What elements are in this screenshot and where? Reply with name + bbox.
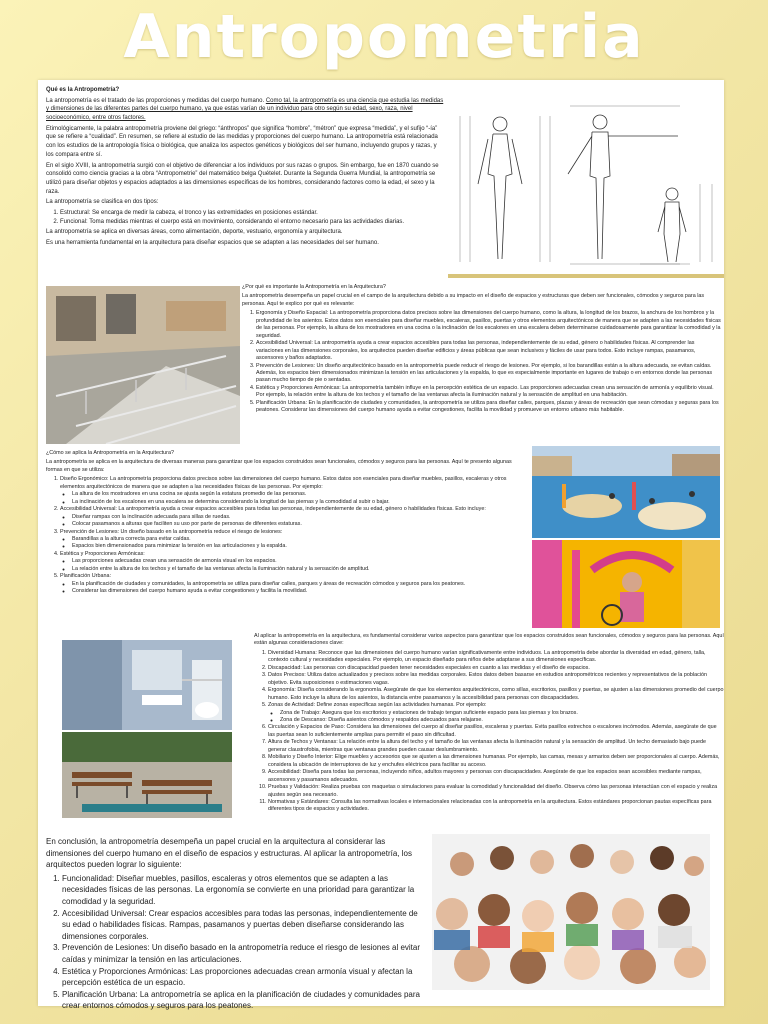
list-item: 1. Ergonomía y Diseño Espacial: La antropometría proporciona datos precisos sobre las dimensiones del cuerpo humano, como la altura, la longitud de los brazos, la anchura de los hombros y la profundidad de los asientos. Estos datos son esenciales para diseñar muebles, escaleras, pasillos, puertas y otros elementos arquitectónicos de manera que se adapten a las necesidades físicas de las personas. Por ejemplo, la altura de los mostradores en una cocina o la inclinación de los escalones en una escalera deben determinarse cuidadosamente para garantizar la comodidad y la seguridad. [256,310,722,340]
list-item [60,573,528,595]
list-item: 4. Estética y Proporciones Armónicas: Las proporciones adecuadas crean armonía visual y afectan la percepción estética de un espacio. [62,966,424,989]
section-conclusion [46,836,424,1014]
paragraph: Al aplicar la antropometría en la arquitectura, es fundamental considerar varios aspectos para garantizar que los espacios construidos sean funcionales, cómodos y seguros para las personas. Aquí están algunas consideraciones clave: [254,633,724,647]
ramp-photo [46,286,240,444]
list-item [60,529,528,551]
application-list [46,476,528,595]
paragraph: La antropometría desempeña un papel crucial en el campo de la arquitectura debido a su impacto en el diseño de espacios y estructuras que deben ser funcionales, cómodos y seguros para las personas. Aquí te explico por qué es relevante: [242,293,705,307]
paragraph: Etimológicamente, la palabra antropometría proviene del griego: “ánthropos” que significa “hombre”, “métron” que expresa “medida”, y el sufijo “-ía” que se refiere a “cualidad”. En resumen, se refiere al estudio de las medidas y proporciones del cuerpo humano. La antropometría está relacionada con los estudios de la antropología física o biológica, que analiza los aspectos genéticos y biológicos del ser humano, incluyendo grupos y razas, y los compara entre sí. [46,125,438,158]
conclusion-list [46,873,424,1012]
list-item [268,702,724,724]
list-item-text: Diseño Ergonómico: La antropometría proporciona datos precisos sobre las dimensiones del cuerpo humano. Estos datos son esenciales para diseñar muebles, pasillos, escaleras y otros elementos arquitectónicos de manera que se adapten a las necesidades físicas de las personas. Por ejemplo: [60,476,507,490]
sub-item: ◦ En la planificación de ciudades y comunidades, la antropometría se utiliza para diseñar calles, parques y áreas de recreación cómodos y seguros para los peatones. [72,581,528,588]
paragraph: En el siglo XVIII, la antropometría surgió con el objetivo de diferenciar a los individuos por sus razas o grupos. Sin embargo, fue en 1870 cuando se consolidó como ciencia gracias a la obra “Antropometrie” del matemático belga Quételet. Durante la Segunda Guerra Mundial, la antropometría se utilizó para diseñar objetos y espacios adaptados a las dimensiones específicas de los hombres, considerando factores como la edad, el sexo y la raza. [46,162,439,195]
section-importance [242,284,722,417]
park-benches-photo [62,732,232,818]
section-question: ¿Por qué es importante la Antropometría en la Arquitectura? [242,284,386,290]
sub-item: ◦ Considerar las dimensiones del cuerpo humano ayuda a evitar congestiones y facilita la movilidad. [72,588,528,595]
list-item: 3. Datos Precisos: Utiliza datos actualizados y precisos sobre las medidas corporales. Estos datos deben basarse en estudios antropométricos recientes y representativos de la población objetivo. Evita suposiciones o estimaciones vagas. [268,672,724,687]
page-title: Antropometria [123,2,645,72]
list-item: 5. Planificación Urbana: La antropometría se aplica en la planificación de ciudades y comunidades para crear entornos cómodos y seguros para los peatones. [62,989,424,1012]
list-item-text: Planificación Urbana: [60,573,111,580]
list-item [60,506,528,528]
list-item [60,551,528,573]
list-item: 4. Ergonomía: Diseña considerando la ergonomía. Asegúrate de que los elementos arquitectónicos, como sillas, escritorios, pasillos y puertas, se ajusten a las dimensiones promedio del cuerpo humano. Esto incluye la altura de los asientos, la distancia entre pasamanos y la accesibilidad para personas con discapacidades. [268,687,724,702]
list-item-text: Accesibilidad Universal: La antropometría ayuda a crear espacios accesibles para todas las personas, independientemente de su edad, género o habilidades físicas. Esto incluye: [60,506,486,513]
accessible-bathroom-photo [62,640,232,730]
sub-item: ◦ Espacios bien dimensionados para minimizar la tensión en las articulaciones y la espalda. [72,543,528,550]
list-item: 7. Altura de Techos y Ventanas: La relación entre la altura del techo y el tamaño de las ventanas afecta la iluminación natural y la sensación de amplitud. Un techo demasiado bajo puede generar claustrofobia, mientras que ventanas grandes pueden causar deslumbramiento. [268,739,724,754]
list-item-text: Zonas de Actividad: Define zonas específicas según las actividades humanas. Por ejemplo: [268,702,487,709]
sub-item: ◦ Las proporciones adecuadas crean una sensación de armonía visual en los espacios. [72,558,528,565]
section-what-is [46,86,444,250]
list-item: 1. Estructural: Se encarga de medir la cabeza, el tronco y las extremidades en posiciones estándar. [60,209,444,218]
sub-item: ◦ La relación entre la altura de los techos y el tamaño de las ventanas afecta la iluminación natural y la sensación de amplitud. [72,566,528,573]
paragraph: La antropometría se clasifica en dos tipos: [46,199,159,206]
list-item: 3. Prevención de Lesiones: Un diseño basado en la antropometría reduce el riesgo de lesiones al evitar caídas y minimizar la tensión en las articulaciones. [62,942,424,965]
list-item: 6. Circulación y Espacios de Paso: Considera las dimensiones del cuerpo al diseñar pasillos, escaleras y puertas. Evita pasillos estrechos o escalones incómodos. Además, asegúrate de que las puertas sean lo suficientemente amplias para permitir el paso sin dificultad. [268,724,724,739]
paragraph: La antropometría se aplica en la arquitectura de diversas maneras para garantizar que los espacios construidos sean funcionales, cómodos y seguros para las personas. Aquí te presento algunas formas en que se utiliza: [46,459,512,473]
list-item: 3. Prevención de Lesiones: Un diseño arquitectónico basado en la antropometría puede reducir el riesgo de lesiones. Por ejemplo, si los barandillas están a la altura adecuada, se evitan caídas. Además, los espacios bien dimensionados minimizan la tensión en las articulaciones y la espalda, lo que es especialmente importante en lugares de trabajo o en entornos donde las personas pasan mucho tiempo de pie o sentadas. [256,363,722,385]
paragraph: La antropometría es el tratado de las proporciones y medidas del cuerpo humano. [46,97,265,104]
section-question: Qué es la Antropometría? [46,87,120,93]
paragraph: En conclusión, la antropometría desempeña un papel crucial en la arquitectura al considerar las dimensiones del cuerpo humano en el diseño de espacios y estructuras. Al aplicar la antropometría, los arquitectos pueden lograr lo siguiente: [46,837,412,870]
sub-item: ◦ Colocar pasamanos a alturas que faciliten su uso por parte de personas de diferentes estaturas. [72,521,528,528]
playground-photo [532,446,720,538]
paragraph-underlined: Como tal, la antropometría es una ciencia que estudia las medidas y dimensiones de las diferentes partes del cuerpo humano, ya que estas varían de un individuo para otro según su edad, sexo, raza, nivel socioeconómico, entre otros factores. [46,97,444,122]
sub-item: ◦ La altura de los mostradores en una cocina se ajusta según la estatura promedio de las personas. [72,491,528,498]
sub-item: ◦ Zona de Trabajo: Asegura que los escritorios y estaciones de trabajo tengan suficiente espacio para las piernas y los brazos. [280,710,724,717]
anthropometry-diagram [450,94,722,270]
list-item: 11. Normativas y Estándares: Consulta las normativas locales e internacionales relacionadas con la antropometría en la arquitectura. Estos estándares proporcionan pautas específicas para diferentes tipos de espacios y actividades. [268,799,724,814]
list-item: 2. Discapacidad: Las personas con discapacidad pueden tener necesidades especiales en cuanto a las medidas y el diseño de espacios. [268,665,724,672]
importance-list [242,310,722,414]
section-considerations [254,633,724,816]
list-item: 2. Accesibilidad Universal: Crear espacios accesibles para todas las personas, independientemente de su edad o habilidades físicas. Rampas, pasamanos y puertas deben diseñarse considerando las dimensiones corporales. [62,908,424,943]
considerations-list [254,650,724,814]
list-item: 1. Funcionalidad: Diseñar muebles, pasillos, escaleras y otros elementos que se adapten a las necesidades físicas de las personas. La ergonomía se convierte en una prioridad para garantizar la comodidad y la seguridad. [62,873,424,908]
type-list [46,209,444,226]
list-item: 2. Accesibilidad Universal: La antropometría ayuda a crear espacios accesibles para todas las personas, independientemente de su edad, género o habilidades físicas. Al comprender las variaciones en las dimensiones corporales, los arquitectos pueden diseñar edificios y áreas públicas que sean inclusivos y fáciles de usar para todos. Esto incluye rampas, pasamanos, ascensores y baños adaptados. [256,340,722,362]
divider [448,274,724,278]
list-item: 5. Planificación Urbana: En la planificación de ciudades y comunidades, la antropometría se utiliza para diseñar calles, parques, plazas y áreas de recreación que sean cómodas y seguras para los peatones. Considerar las dimensiones del cuerpo humano ayuda a evitar congestiones, facilita la movilidad y promueve un entorno urbano más habitable. [256,400,722,415]
list-item: 4. Estética y Proporciones Armónicas: La antropometría también influye en la percepción estética de un espacio. Las proporciones adecuadas crean una sensación de armonía y equilibrio visual. Por ejemplo, la relación entre la altura de los techos y el tamaño de las ventanas afecta la iluminación natural y la sensación de amplitud en una habitación. [256,385,722,400]
paragraph: Es una herramienta fundamental en la arquitectura para diseñar espacios que se adapten a las necesidades del ser humano. [46,240,379,246]
section-application [46,450,528,598]
list-item: 1. Diversidad Humana: Reconoce que las dimensiones del cuerpo humano varían significativamente entre individuos. La antropometría debe abordar la diversidad en edad, género, talla, contexto cultural y necesidades especiales. Por ejemplo, un espacio diseñado para niños debe adaptarse a sus dimensiones específicas. [268,650,724,665]
list-item: 10. Pruebas y Validación: Realiza pruebas con maquetas o simulaciones para evaluar la comodidad y funcionalidad del diseño. Observa cómo las personas interactúan con el espacio y realiza ajustes según sea necesario. [268,784,724,799]
list-item [60,476,528,506]
sub-item: ◦ La inclinación de los escalones en una escalera se determina considerando la longitud de las piernas y la comodidad al subir o bajar. [72,499,528,506]
sub-item: ◦ Barandillas a la altura correcta para evitar caídas. [72,536,528,543]
list-item-text: Estética y Proporciones Armónicas: [60,550,145,557]
diverse-people-photo [432,834,710,990]
section-question: ¿Cómo se aplica la Antropometría en la Arquitectura? [46,450,174,456]
list-item: 2. Funcional: Toma medidas mientras el cuerpo está en movimiento, considerando el entorno necesario para las actividades diarias. [60,218,444,227]
sub-item: ◦ Diseñar rampas con la inclinación adecuada para sillas de ruedas. [72,514,528,521]
child-playground-photo [532,540,720,628]
sub-item: ◦ Zona de Descanso: Diseña asientos cómodos y respaldos adecuados para relajarse. [280,717,724,724]
paragraph: La antropometría se aplica en diversas áreas, como alimentación, deporte, vestuario, ergonomía y arquitectura. [46,229,343,236]
list-item-text: Prevención de Lesiones: Un diseño basado en la antropometría reduce el riesgo de lesiones: [60,528,283,535]
list-item: 9. Accesibilidad: Diseña para todas las personas, incluyendo niños, adultos mayores y personas con discapacidades. Asegúrate de que los espacios sean accesibles mediante rampas, ascensores y pasamanos adecuados. [268,769,724,784]
list-item: 8. Mobiliario y Diseño Interior: Elige muebles y accesorios que se ajusten a las dimensiones humanas. Por ejemplo, las camas, mesas y armarios deben ser proporcionales al cuerpo. Además, considera la ubicación de interruptores de luz y enchufes eléctricos para facilitar su acceso. [268,754,724,769]
